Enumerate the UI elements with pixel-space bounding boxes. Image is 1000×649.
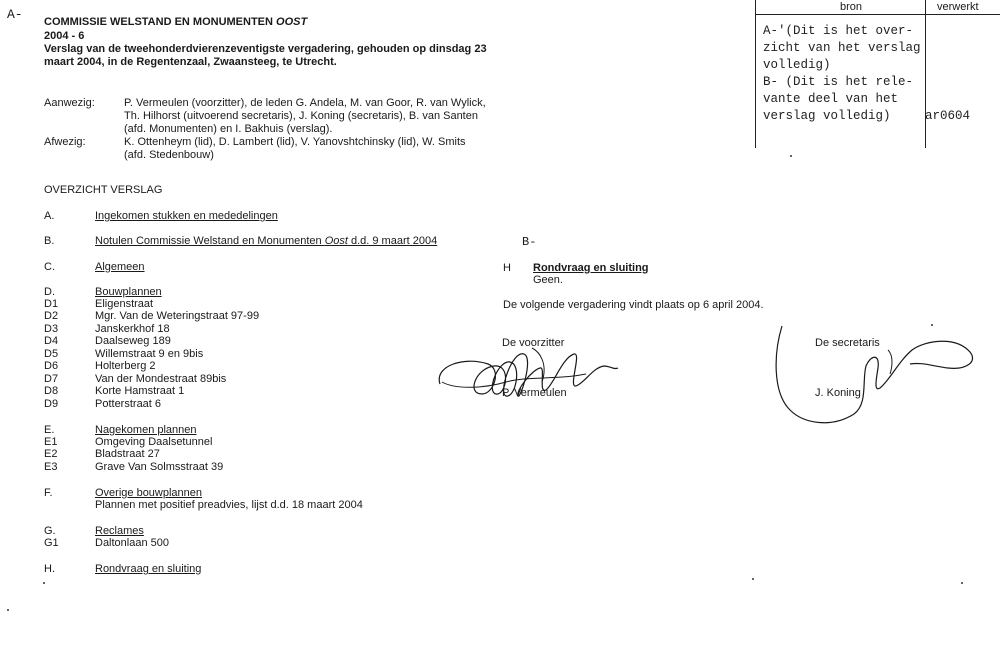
section-a-title: Ingekomen stukken en mededelingen [95, 210, 278, 222]
item-d3-text: Janskerkhof 18 [95, 323, 170, 335]
item-d8-code: D8 [44, 385, 59, 397]
chair-signature [436, 338, 621, 410]
item-g1-text: Daltonlaan 500 [95, 537, 170, 549]
item-d7-text: Van der Mondestraat 89bis [95, 373, 227, 385]
right-h-title: Rondvraag en sluiting [533, 262, 649, 274]
secretary-signature [770, 322, 982, 434]
section-b-code: B. [44, 235, 55, 247]
present-line-2: Th. Hilhorst (uitvoerend secretaris), J. Koning (secretaris), B. van Santen [124, 110, 478, 122]
item-d4-text: Daalseweg 189 [95, 335, 171, 347]
item-d5-text: Willemstraat 9 en 9bis [95, 348, 204, 360]
item-e2-text: Bladstraat 27 [95, 448, 160, 460]
item-e3-code: E3 [44, 461, 58, 473]
section-e-title: Nagekomen plannen [95, 424, 197, 436]
section-f-title: Overige bouwplannen [95, 487, 203, 499]
section-f-text: Plannen met positief preadvies, lijst d.d. 18 maart 2004 [95, 499, 363, 511]
item-d6-text: Holterberg 2 [95, 360, 156, 372]
item-d3-code: D3 [44, 323, 59, 335]
stamp-code: ar0604 [925, 109, 971, 123]
section-d-title: Bouwplannen [95, 286, 162, 298]
stamp-header-verwerkt: verwerkt [937, 1, 979, 13]
absent-label: Afwezig: [44, 136, 86, 148]
section-c-code: C. [44, 261, 55, 273]
archive-stamp [755, 0, 1000, 148]
section-a-code: A. [44, 210, 55, 222]
corner-mark: A- [7, 7, 23, 22]
chair-label: De voorzitter [502, 337, 565, 349]
section-h-code: H. [44, 563, 55, 575]
report-number: 2004 - 6 [44, 30, 85, 42]
right-h-text: Geen. [533, 274, 563, 286]
item-d9-code: D9 [44, 398, 59, 410]
item-d1-text: Eligenstraat [95, 298, 154, 310]
item-d9-text: Potterstraat 6 [95, 398, 162, 410]
speck [931, 324, 933, 326]
absent-line-1: K. Ottenheym (lid), D. Lambert (lid), V. Yanovshtchinsky (lid), W. Smits [124, 136, 466, 148]
item-d7-code: D7 [44, 373, 59, 385]
absent-line-2: (afd. Stedenbouw) [124, 149, 214, 161]
section-b-title [95, 235, 437, 247]
present-line-3: (afd. Monumenten) en I. Bakhuis (verslag). [124, 123, 333, 135]
speck [43, 582, 45, 584]
present-line-1: P. Vermeulen (voorzitter), de leden G. Andela, M. van Goor, R. van Wylick, [124, 97, 486, 109]
right-h-code: H [503, 262, 511, 274]
item-d8-text: Korte Hamstraat 1 [95, 385, 185, 397]
overview-title: OVERZICHT VERSLAG [44, 184, 163, 196]
present-label: Aanwezig: [44, 97, 95, 109]
item-d2-text: Mgr. Van de Weteringstraat 97-99 [95, 310, 260, 322]
right-mark: B- [522, 235, 537, 249]
secretary-name: J. Koning [815, 387, 861, 399]
org-title-suffix: OOST [276, 16, 308, 28]
item-d2-code: D2 [44, 310, 59, 322]
section-b-title-italic: Oost [324, 235, 348, 247]
item-d4-code: D4 [44, 335, 59, 347]
item-g1-code: G1 [44, 537, 59, 549]
speck [7, 609, 9, 611]
item-d1-code: D1 [44, 298, 59, 310]
speck [752, 578, 754, 580]
item-e1-text: Omgeving Daalsetunnel [95, 436, 213, 448]
item-d6-code: D6 [44, 360, 59, 372]
speck [790, 155, 792, 157]
chair-name: P. Vermeulen [502, 387, 567, 399]
item-e2-code: E2 [44, 448, 58, 460]
org-title [44, 16, 307, 28]
stamp-entry-a: A-'(Dit is het over- zicht van het verslag volledig) [763, 24, 921, 72]
stamp-entry-b: B- (Dit is het rele- vante deel van het verslag volledig) [763, 75, 914, 123]
item-e1-code: E1 [44, 436, 58, 448]
section-d-code: D. [44, 286, 55, 298]
section-g-code: G. [44, 525, 56, 537]
report-title-line-1: Verslag van de tweehonderdvierenzeventigste vergadering, gehouden op dinsdag 23 [44, 43, 487, 55]
section-f-code: F. [44, 487, 53, 499]
item-e3-text: Grave Van Solmsstraat 39 [95, 461, 224, 473]
section-b-title-pre: Notulen Commissie Welstand en Monumenten [95, 235, 325, 247]
section-h-title: Rondvraag en sluiting [95, 563, 202, 575]
stamp-header-bron: bron [840, 1, 863, 13]
section-c-title: Algemeen [95, 261, 145, 273]
item-d5-code: D5 [44, 348, 59, 360]
section-e-code: E. [44, 424, 55, 436]
org-title-prefix: COMMISSIE WELSTAND EN MONUMENTEN [44, 16, 277, 28]
next-meeting: De volgende vergadering vindt plaats op 6 april 2004. [503, 299, 764, 311]
report-title-line-2: maart 2004, in de Regentenzaal, Zwaansteeg, te Utrecht. [44, 56, 337, 68]
secretary-label: De secretaris [815, 337, 880, 349]
speck [961, 582, 963, 584]
section-g-title: Reclames [95, 525, 144, 537]
section-b-title-post: d.d. 9 maart 2004 [347, 235, 438, 247]
